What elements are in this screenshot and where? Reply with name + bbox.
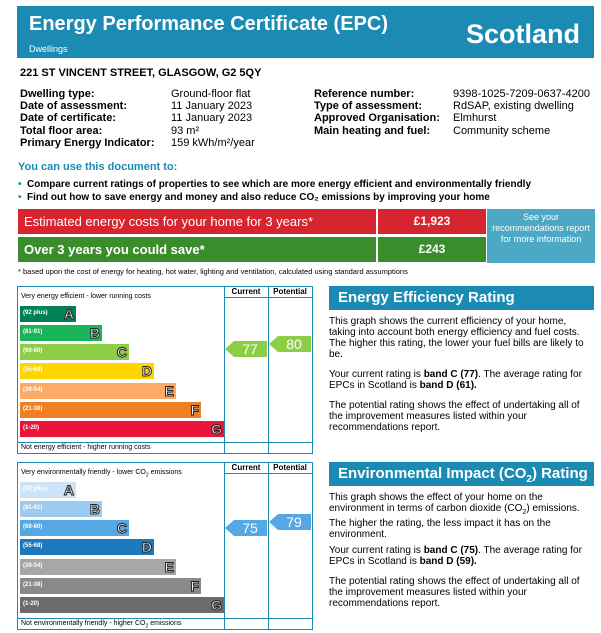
env-top-label: Very environmentally friendly - lower $CO_2$ emissions xyxy=(21,469,182,479)
band-a xyxy=(20,306,76,322)
environmental-impact-chart xyxy=(17,462,313,630)
band-g xyxy=(20,421,224,437)
band-letter: C xyxy=(116,520,127,536)
detail-row xyxy=(20,100,253,113)
savings-label: Over 3 years you could save* xyxy=(18,237,376,262)
band-range: (1-20) xyxy=(23,425,40,431)
band-range: (21-38) xyxy=(23,582,43,588)
detail-row xyxy=(314,124,551,137)
detail-row xyxy=(20,124,200,137)
detail-label: Type of assessment: xyxy=(314,100,423,113)
bullet-icon: • xyxy=(18,179,22,190)
detail-label: Reference number: xyxy=(314,88,415,100)
band-f xyxy=(20,402,201,418)
band-range: (81-91) xyxy=(23,329,43,335)
band-range: (21-38) xyxy=(23,406,43,412)
band-letter: G xyxy=(211,421,222,437)
use-document-title: You can use this document to: xyxy=(18,161,178,173)
savings-value: £243 xyxy=(378,237,486,262)
band-letter: A xyxy=(63,306,74,322)
band-f xyxy=(20,578,201,594)
detail-label: Dwelling type: xyxy=(20,88,95,100)
band-range: (55-68) xyxy=(23,543,43,549)
detail-label: Primary Energy Indicator: xyxy=(20,136,155,149)
band-letter: G xyxy=(211,597,222,613)
energy-current-rating-text: Your current rating is band C (77). The average rating for EPCs in Scotland is band D (61). xyxy=(329,369,582,391)
band-e xyxy=(20,383,176,399)
band-d xyxy=(20,363,154,379)
detail-value: Ground-floor flat xyxy=(171,88,251,100)
detail-value: 93 m² xyxy=(171,124,200,137)
bullet-item xyxy=(18,179,531,190)
current-rating-arrow xyxy=(225,520,267,536)
env-rating-desc: This graph shows the effect of your home on the environment in terms of carbon dioxide $(CO_2)$ emissions. The higher the rating, the less impact it has on the environment. xyxy=(329,492,580,540)
energy-rating-desc: This graph shows the current efficiency of your home, taking into account both energy efficiency and fuel costs. The higher this rating, the lower your fuel bills are likely to be. xyxy=(329,316,584,360)
detail-row xyxy=(314,112,497,125)
band-c xyxy=(20,344,129,360)
potential-rating-value: 79 xyxy=(286,513,302,530)
band-letter: D xyxy=(141,363,152,379)
band-range: (92 plus) xyxy=(23,310,48,316)
band-letter: F xyxy=(190,402,199,418)
band-letter: A xyxy=(63,482,74,498)
detail-value: 159 kWh/m²/year xyxy=(171,136,255,149)
band-range: (81-91) xyxy=(23,505,43,511)
detail-value: 9398-1025-7209-0637-4200 xyxy=(453,88,591,100)
detail-label: Date of assessment: xyxy=(20,100,127,113)
potential-column-header: Potential xyxy=(273,463,307,472)
detail-value: RdSAP, existing dwelling xyxy=(453,100,574,113)
env-potential-text: The potential rating shows the effect of undertaking all of the improvement measures listed within your recommendations report. xyxy=(329,576,580,609)
detail-label: Date of certificate: xyxy=(20,112,116,125)
detail-value: Community scheme xyxy=(453,124,551,137)
potential-column-header: Potential xyxy=(273,287,307,296)
env-rating-title: Environmental Impact $(CO_2)$ Rating xyxy=(329,462,594,486)
detail-value: Elmhurst xyxy=(453,112,497,125)
bullet-text: Find out how to save energy and money and also reduce CO₂ emissions by improving your home xyxy=(27,192,490,203)
detail-value: 11 January 2023 xyxy=(171,112,253,125)
band-letter: B xyxy=(89,325,100,341)
potential-rating-value: 80 xyxy=(286,336,302,352)
env-bottom-label: Not environmentally friendly - higher $CO_2$ emissions xyxy=(21,620,182,630)
energy-bottom-label: Not energy efficient - higher running costs xyxy=(21,444,151,451)
detail-label: Main heating and fuel: xyxy=(314,124,431,137)
energy-top-label: Very energy efficient - lower running costs xyxy=(21,293,151,300)
band-g xyxy=(20,597,224,613)
current-rating-arrow xyxy=(225,341,267,357)
header-bar xyxy=(17,6,594,58)
potential-rating-arrow xyxy=(269,514,311,530)
cost-footnote: * based upon the cost of energy for heating, hot water, lighting and ventilation, calculated using standard assumptions xyxy=(18,267,408,276)
band-letter: F xyxy=(190,578,199,594)
current-rating-value: 75 xyxy=(242,520,258,537)
detail-row xyxy=(314,88,591,100)
country-label: Scotland xyxy=(465,19,580,49)
band-range: (92 plus) xyxy=(23,486,48,492)
current-column-header: Current xyxy=(231,463,261,472)
band-range: (39-54) xyxy=(23,563,43,569)
band-letter: E xyxy=(164,383,174,399)
band-range: (55-68) xyxy=(23,367,43,373)
current-column-header: Current xyxy=(231,287,261,296)
energy-efficiency-chart xyxy=(17,286,313,454)
detail-label: Total floor area: xyxy=(20,124,103,137)
band-a xyxy=(20,482,76,498)
band-d xyxy=(20,539,154,555)
details-left xyxy=(20,88,255,149)
band-letter: D xyxy=(141,539,152,555)
detail-row xyxy=(20,136,255,149)
bullet-item xyxy=(18,192,490,203)
energy-rating-title: Energy Efficiency Rating xyxy=(329,286,594,310)
current-rating-value: 77 xyxy=(242,340,258,357)
env-current-rating-text: Your current rating is band C (75). The average rating for EPCs in Scotland is band D (59). xyxy=(329,545,582,567)
band-range: (69-80) xyxy=(23,348,43,354)
detail-row xyxy=(20,112,253,125)
bullet-icon: • xyxy=(18,192,22,203)
energy-potential-text: The potential rating shows the effect of undertaking all of the improvement measures listed within your recommendations report. xyxy=(329,400,580,433)
estimated-costs-label: Estimated energy costs for your home for 3 years* xyxy=(18,209,376,234)
potential-rating-arrow xyxy=(269,336,311,352)
detail-value: 11 January 2023 xyxy=(171,100,253,113)
band-letter: C xyxy=(116,344,127,360)
detail-row xyxy=(314,100,574,113)
band-range: (69-80) xyxy=(23,524,43,530)
estimated-costs-value: £1,923 xyxy=(378,209,486,234)
detail-row xyxy=(20,88,251,100)
details-right xyxy=(314,88,591,137)
recommendations-report-link[interactable]: See your recommendations report for more information xyxy=(487,209,595,263)
band-e xyxy=(20,559,176,575)
band-letter: E xyxy=(164,559,174,575)
band-range: (1-20) xyxy=(23,601,40,607)
band-b xyxy=(20,325,102,341)
property-address: 221 ST VINCENT STREET, GLASGOW, G2 5QY xyxy=(20,67,262,79)
certificate-subtitle: Dwellings xyxy=(29,44,68,54)
band-c xyxy=(20,520,129,536)
band-b xyxy=(20,501,102,517)
band-letter: B xyxy=(89,501,100,517)
bullet-text: Compare current ratings of properties to see which are more energy efficient and environmentally friendly xyxy=(27,179,532,190)
detail-label: Approved Organisation: xyxy=(314,112,440,125)
band-range: (39-54) xyxy=(23,387,43,393)
certificate-title: Energy Performance Certificate (EPC) xyxy=(29,13,389,35)
